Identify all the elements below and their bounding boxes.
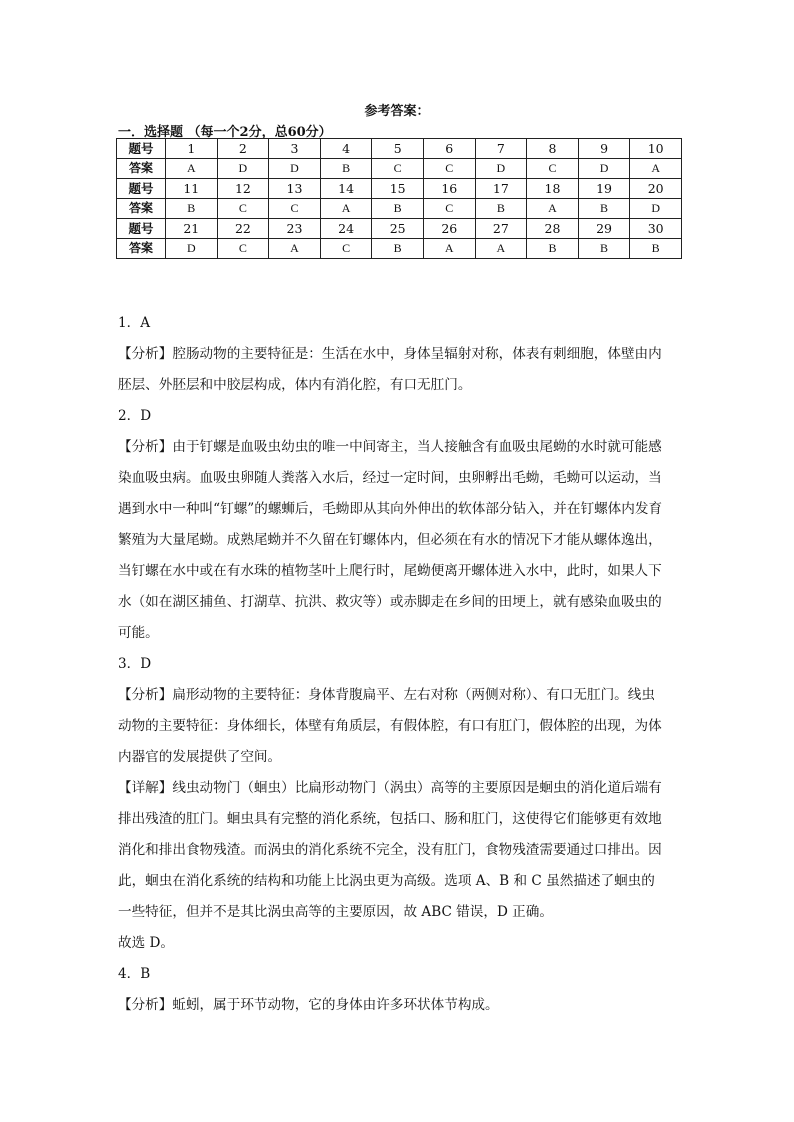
- table-cell: D: [578, 159, 630, 179]
- table-cell: A: [630, 159, 682, 179]
- text-line: 可能。: [118, 625, 159, 641]
- table-cell: D: [269, 159, 321, 179]
- table-cell: 8: [527, 139, 579, 159]
- table-cell: A: [527, 199, 579, 219]
- text-line: 消化和排出食物残渣。而涡虫的消化系统不完全，没有肛门，食物残渣需要通过口排出。因: [118, 842, 662, 858]
- answer-table: [116, 138, 682, 259]
- table-cell: 12: [217, 179, 269, 199]
- table-cell: 23: [269, 219, 321, 239]
- table-cell: B: [320, 159, 372, 179]
- table-cell: A: [166, 159, 218, 179]
- row-label: 题号: [117, 179, 166, 199]
- table-cell: 17: [475, 179, 527, 199]
- table-cell: 20: [630, 179, 682, 199]
- table-cell: C: [527, 159, 579, 179]
- table-cell: 7: [475, 139, 527, 159]
- text-line: 【详解】线虫动物门（蛔虫）比扁形动物门（涡虫）高等的主要原因是蛔虫的消化道后端有: [118, 780, 662, 796]
- text-line: 3．D: [118, 656, 152, 672]
- table-cell: B: [166, 199, 218, 219]
- table-cell: C: [372, 159, 424, 179]
- row-label: 题号: [117, 139, 166, 159]
- table-cell: D: [166, 239, 218, 259]
- table-cell: A: [475, 239, 527, 259]
- table-cell: 25: [372, 219, 424, 239]
- table-cell: B: [372, 239, 424, 259]
- table-cell: C: [423, 199, 475, 219]
- table-cell: B: [578, 199, 630, 219]
- text-line: 动物的主要特征：身体细长，体壁有角质层，有假体腔，有口有肛门，假体腔的出现，为体: [118, 718, 662, 734]
- table-row: [117, 139, 682, 159]
- table-cell: 22: [217, 219, 269, 239]
- table-cell: B: [372, 199, 424, 219]
- table-cell: C: [423, 159, 475, 179]
- text-line: 当钉螺在水中或在有水珠的植物茎叶上爬行时，尾蚴便离开螺体进入水中，此时，如果人下: [118, 563, 662, 579]
- table-cell: B: [475, 199, 527, 219]
- table-cell: 9: [578, 139, 630, 159]
- text-line: 【分析】蚯蚓，属于环节动物，它的身体由许多环状体节构成。: [118, 997, 499, 1013]
- table-cell: C: [217, 239, 269, 259]
- table-cell: 5: [372, 139, 424, 159]
- table-cell: 1: [166, 139, 218, 159]
- table-cell: 3: [269, 139, 321, 159]
- table-cell: 18: [527, 179, 579, 199]
- table-cell: C: [320, 239, 372, 259]
- table-cell: D: [475, 159, 527, 179]
- row-label: 答案: [117, 199, 166, 219]
- table-cell: 6: [423, 139, 475, 159]
- table-row: [117, 199, 682, 219]
- text-line: 1．A: [118, 315, 151, 331]
- table-cell: 11: [166, 179, 218, 199]
- table-row: [117, 159, 682, 179]
- table-cell: 15: [372, 179, 424, 199]
- row-label: 答案: [117, 159, 166, 179]
- text-line: 排出残渣的肛门。蛔虫具有完整的消化系统，包括口、肠和肛门，这使得它们能够更有效地: [118, 811, 662, 827]
- text-line: 胚层、外胚层和中胶层构成，体内有消化腔，有口无肛门。: [118, 377, 472, 393]
- table-cell: 13: [269, 179, 321, 199]
- text-line: 染血吸虫病。血吸虫卵随人粪落入水后，经过一定时间，虫卵孵出毛蚴，毛蚴可以运动，当: [118, 470, 662, 486]
- text-line: 水（如在湖区捕鱼、打湖草、抗洪、救灾等）或赤脚走在乡间的田埂上，就有感染血吸虫的: [118, 594, 662, 610]
- text-line: 内器官的发展提供了空间。: [118, 749, 282, 765]
- text-line: 2．D: [118, 408, 152, 424]
- text-line: 4．B: [118, 966, 151, 982]
- section-title: 一．选择题 （每一个2分，总60分）: [118, 125, 332, 140]
- table-cell: D: [630, 199, 682, 219]
- text-line: 一些特征，但并不是其比涡虫高等的主要原因，故 ABC 错误，D 正确。: [118, 904, 553, 920]
- table-cell: 24: [320, 219, 372, 239]
- text-line: 故选 D。: [118, 935, 175, 951]
- table-row: [117, 239, 682, 259]
- table-cell: 30: [630, 219, 682, 239]
- text-line: 繁殖为大量尾蚴。成熟尾蚴并不久留在钉螺体内，但必须在有水的情况下才能从螺体逸出，: [118, 532, 662, 548]
- table-cell: 29: [578, 219, 630, 239]
- text-line: 【分析】由于钉螺是血吸虫幼虫的唯一中间寄主，当人接触含有血吸虫尾蚴的水时就可能感: [118, 439, 662, 455]
- row-label: 题号: [117, 219, 166, 239]
- table-cell: 26: [423, 219, 475, 239]
- table-cell: B: [630, 239, 682, 259]
- table-cell: A: [269, 239, 321, 259]
- table-cell: 27: [475, 219, 527, 239]
- table-cell: A: [320, 199, 372, 219]
- table-cell: 2: [217, 139, 269, 159]
- explanation-content: [118, 308, 678, 1021]
- table-cell: B: [578, 239, 630, 259]
- table-cell: 28: [527, 219, 579, 239]
- table-cell: C: [269, 199, 321, 219]
- text-line: 【分析】腔肠动物的主要特征是：生活在水中，身体呈辐射对称，体表有刺细胞，体壁由内: [118, 346, 662, 362]
- table-cell: C: [217, 199, 269, 219]
- text-line: 【分析】扁形动物的主要特征：身体背腹扁平、左右对称（两侧对称）、有口无肛门。线虫: [118, 687, 655, 703]
- table-cell: A: [423, 239, 475, 259]
- table-cell: B: [527, 239, 579, 259]
- text-line: 此，蛔虫在消化系统的结构和功能上比涡虫更为高级。选项 A、B 和 C 虽然描述了蛔虫的: [118, 873, 655, 889]
- page-title: 参考答案：: [364, 104, 430, 119]
- table-row: [117, 179, 682, 199]
- table-cell: 4: [320, 139, 372, 159]
- table-cell: 14: [320, 179, 372, 199]
- table-cell: D: [217, 159, 269, 179]
- table-cell: 19: [578, 179, 630, 199]
- table-cell: 16: [423, 179, 475, 199]
- row-label: 答案: [117, 239, 166, 259]
- table-cell: 21: [166, 219, 218, 239]
- table-row: [117, 219, 682, 239]
- table-cell: 10: [630, 139, 682, 159]
- text-line: 遇到水中一种叫“钉螺”的螺蛳后，毛蚴即从其向外伸出的软体部分钻入，并在钉螺体内发育: [118, 501, 663, 517]
